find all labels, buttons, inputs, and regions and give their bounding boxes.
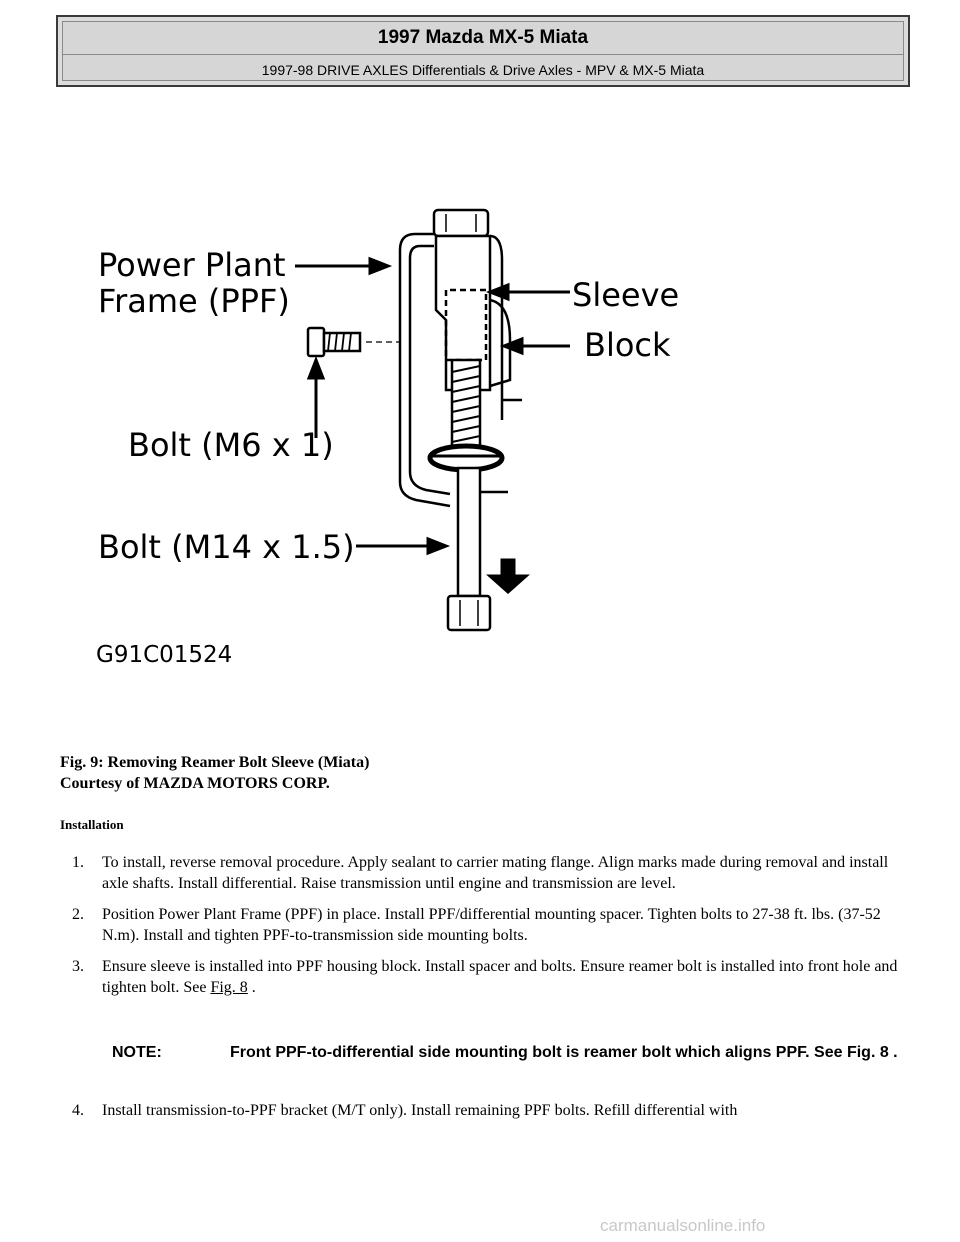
step-text: Position Power Plant Frame (PPF) in place. Install PPF/differential mounting spacer. Tighten bolts to 27-38 ft. lbs. (37-52 N.m). Install and tighten PPF-to-transmission side mounting bolts. xyxy=(102,906,881,944)
step-number: 2. xyxy=(72,906,84,923)
figure-code: G91C01524 xyxy=(96,642,233,668)
step-text: To install, reverse removal procedure. Apply sealant to carrier mating flange. Align marks made during removal and install axle shafts. Install differential. Raise transmission until engine and transmission are level. xyxy=(102,854,889,892)
top-bolt-head xyxy=(434,210,488,236)
list-item xyxy=(72,956,912,998)
list-item xyxy=(72,904,912,946)
bottom-bolt-head xyxy=(448,596,490,630)
step-number: 1. xyxy=(72,854,84,871)
note-text: Front PPF-to-differential side mounting bolt is reamer bolt which aligns PPF. See Fig. 8 . xyxy=(230,1044,898,1061)
document-header xyxy=(56,15,910,87)
section-title: Installation xyxy=(60,817,124,832)
step-number: 3. xyxy=(72,958,84,975)
block-right-wall xyxy=(490,236,502,420)
spacer-washer xyxy=(430,446,502,470)
removal-direction-arrow xyxy=(490,560,526,592)
watermark: carmanualsonline.info xyxy=(600,1216,766,1235)
step-number: 4. xyxy=(72,1102,84,1119)
installation-steps xyxy=(72,852,912,1008)
sleeve-collar xyxy=(490,300,510,386)
sleeve-label: Sleeve xyxy=(572,276,680,314)
bolt-m14-label: Bolt (M14 x 1.5) xyxy=(98,528,355,566)
header-title: 1997 Mazda MX-5 Miata xyxy=(377,27,589,48)
block-label: Block xyxy=(584,326,671,364)
step-text-end: . xyxy=(247,979,256,996)
figure-caption xyxy=(60,752,369,794)
lower-shaft xyxy=(458,468,480,596)
m6-bolt-head xyxy=(308,328,324,356)
bolt-m6-label: Bolt (M6 x 1) xyxy=(128,426,334,464)
ppf-label-line1: Power Plant xyxy=(98,246,286,284)
header-divider xyxy=(62,54,904,55)
reamer-bolt-diagram xyxy=(90,200,710,680)
note-tag: NOTE: xyxy=(112,1044,162,1061)
step-text: Ensure sleeve is installed into PPF housing block. Install spacer and bolts. Ensure reamer bolt is installed into front hole and tighten bolt. See xyxy=(102,958,898,996)
header-subtitle: 1997-98 DRIVE AXLES Differentials & Drive Axles - MPV & MX-5 Miata xyxy=(261,62,705,78)
list-item xyxy=(72,852,912,894)
caption-title: Fig. 9: Removing Reamer Bolt Sleeve (Miata) xyxy=(60,754,370,771)
step-text: Install transmission-to-PPF bracket (M/T only). Install remaining PPF bolts. Refill differential with xyxy=(102,1102,738,1119)
caption-credit: Courtesy of MAZDA MOTORS CORP. xyxy=(60,775,330,792)
fig-8-link[interactable]: Fig. 8 xyxy=(210,979,248,996)
ppf-label-line2: Frame (PPF) xyxy=(98,282,290,320)
